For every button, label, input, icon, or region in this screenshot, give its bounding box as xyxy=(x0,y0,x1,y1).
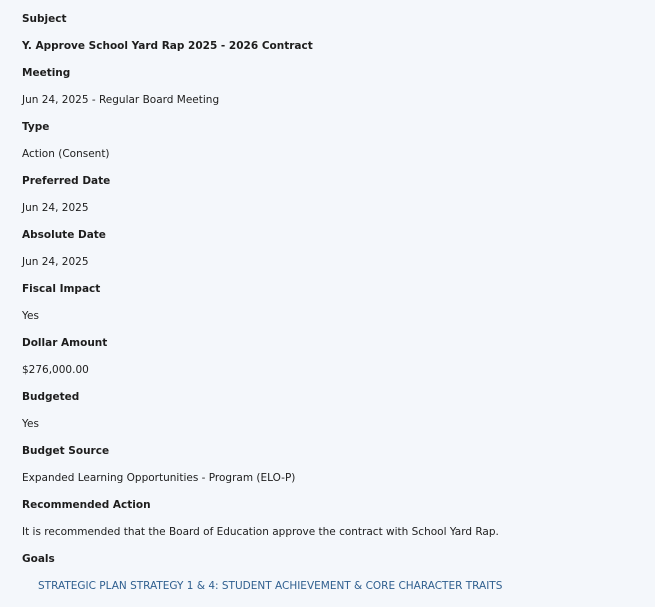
subject-label: Subject xyxy=(22,13,67,25)
budgeted-value: Yes xyxy=(22,418,39,430)
subject-value: Y. Approve School Yard Rap 2025 - 2026 Contract xyxy=(22,40,313,52)
fiscal-impact-label: Fiscal Impact xyxy=(22,283,101,295)
meeting-label: Meeting xyxy=(22,67,71,79)
preferred-date-value: Jun 24, 2025 xyxy=(22,202,89,214)
goal-link-strategic-plan[interactable]: STRATEGIC PLAN STRATEGY 1 & 4: STUDENT ACHIEVEMENT & CORE CHARACTER TRAITS xyxy=(38,580,503,592)
preferred-date-label: Preferred Date xyxy=(22,175,111,187)
type-value: Action (Consent) xyxy=(22,148,110,160)
budget-source-label: Budget Source xyxy=(22,445,110,457)
fiscal-impact-value: Yes xyxy=(22,310,39,322)
budgeted-label: Budgeted xyxy=(22,391,80,403)
dollar-amount-label: Dollar Amount xyxy=(22,337,108,349)
meeting-value: Jun 24, 2025 - Regular Board Meeting xyxy=(22,94,220,106)
recommended-action-value: It is recommended that the Board of Education approve the contract with School Yard Rap. xyxy=(22,526,499,538)
dollar-amount-value: $276,000.00 xyxy=(22,364,89,376)
absolute-date-label: Absolute Date xyxy=(22,229,106,241)
budget-source-value: Expanded Learning Opportunities - Program (ELO-P) xyxy=(22,472,296,484)
type-label: Type xyxy=(22,121,50,133)
absolute-date-value: Jun 24, 2025 xyxy=(22,256,89,268)
recommended-action-label: Recommended Action xyxy=(22,499,151,511)
goals-label: Goals xyxy=(22,553,55,565)
